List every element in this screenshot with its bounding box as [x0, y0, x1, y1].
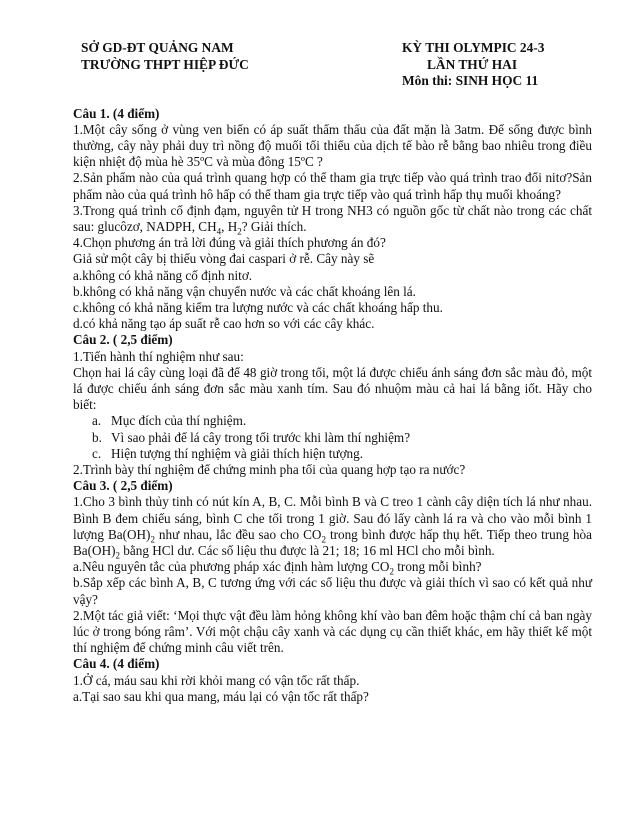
- question-1-part-2: 2.Sản phẩm nào của quá trình quang hợp có thể tham gia trực tiếp vào quá trình trao đổi nitơ?Sản phẩm nào của quá trình hô hấp có thể tham gia trực tiếp vào quá trình hấp thụ muối khoáng?: [73, 170, 592, 202]
- subscript: 2: [321, 534, 326, 545]
- subscript: 4: [216, 226, 222, 237]
- question-4-part-1a: a.Tại sao sau khi qua mang, máu lại có vận tốc rất thấp?: [73, 688, 369, 704]
- text-run: như nhau, lắc đều sao cho CO: [154, 526, 322, 542]
- exam-header: [73, 40, 592, 90]
- option-a: a.không có khả năng cố định nitơ.: [73, 267, 253, 283]
- option-d: d.có khả năng tạo áp suất rễ cao hơn so với các cây khác.: [73, 316, 375, 332]
- question-4: [73, 656, 592, 705]
- question-4-title: Câu 4. (4 điểm): [73, 656, 160, 672]
- list-item: [92, 413, 592, 429]
- question-3-part-1: [73, 494, 592, 559]
- text-run: a.Nêu nguyên tắc của phương pháp xác định hàm lượng CO: [73, 559, 390, 575]
- list-marker: a.: [92, 413, 102, 429]
- text-run: ? Giải thích.: [241, 218, 307, 234]
- question-1-part-3: [73, 203, 592, 235]
- option-b: b.không có khả năng vận chuyển nước và các chất khoáng lên lá.: [73, 283, 416, 299]
- question-1: [73, 106, 592, 333]
- subscript: 2: [150, 534, 155, 545]
- question-3-part-1b: b.Sắp xếp các bình A, B, C tương ứng với các số liệu thu được và giải thích vì sao có kết quả như vậy?: [73, 575, 592, 607]
- question-3-title: Câu 3. ( 2,5 điểm): [73, 478, 173, 494]
- list-text: Hiện tượng thí nghiệm và giải thích hiện tượng.: [111, 445, 364, 461]
- question-1-title: Câu 1. (4 điểm): [73, 105, 160, 121]
- text-run: 1.Cho 3 bình thủy tinh có nút kín A, B, C. Mỗi bình B và C treo 1 cành cây diện tích lá như nhau. Bình B đem chiếu sáng, bình C che tối trong 1 giờ. Sau đó lấy cành lá ra và cho vào mỗi bình 1 lượng Ba(OH): [73, 494, 592, 542]
- school-block: [73, 40, 249, 90]
- option-c: c.không có khả năng kiểm tra lượng nước và các chất khoáng hấp thu.: [73, 299, 443, 315]
- text-run: trong mỗi bình?: [393, 559, 482, 575]
- text-run: 3.Trong quá trình cố định đạm, nguyên tử H trong NH3 có nguồn gốc từ chất nào trong các chất sau: glucôzơ, NADPH, CH: [73, 202, 592, 234]
- question-4-part-1: 1.Ở cá, máu sau khi rời khỏi mang có vận tốc rất thấp.: [73, 672, 360, 688]
- list-text: Vì sao phải để lá cây trong tối trước khi làm thí nghiệm?: [111, 429, 411, 445]
- question-3-part-1a: [73, 559, 592, 575]
- question-3-part-2: 2.Một tác giả viết: ‘Mọi thực vật đều làm hỏng không khí vào ban đêm hoặc thậm chí cả ban ngày lúc ở trong bóng râm’. Với một chậu cây xanh và các dụng cụ cần thiết khác, em hãy thiết kế một thí nghiệm để chứng minh câu viết trên.: [73, 607, 592, 656]
- question-1-part-4: 4.Chọn phương án trả lời đúng và giải thích phương án đó?: [73, 235, 386, 251]
- question-2-part-1: 1.Tiến hành thí nghiệm như sau:: [73, 348, 244, 364]
- school-name: TRƯỜNG THPT HIỆP ĐỨC: [81, 56, 249, 72]
- exam-info-block: [402, 40, 592, 90]
- question-2-title: Câu 2. ( 2,5 điểm): [73, 332, 173, 348]
- question-2-part-2: 2.Trình bày thí nghiệm để chứng minh pha tối của quang hợp tạo ra nước?: [73, 461, 466, 477]
- list-marker: b.: [92, 429, 102, 445]
- question-3: [73, 478, 592, 656]
- question-2-list: [73, 413, 592, 462]
- text-run: bằng HCl dư. Các số liệu thu được là 21; 18; 16 ml HCl cho mỗi bình.: [119, 542, 495, 558]
- question-2-setup: Chọn hai lá cây cùng loại đã để 48 giờ trong tối, một lá được chiếu ánh sáng đơn sắc màu đỏ, một lá được chiếu ánh sáng đơn sắc màu xanh tím. Sau đó nhuộm màu cả hai lá bằng iốt. Hãy cho biết:: [73, 364, 592, 413]
- exam-name: KỲ THI OLYMPIC 24-3: [402, 40, 545, 55]
- department-name: SỞ GD-ĐT QUẢNG NAM: [81, 40, 234, 55]
- subscript: 2: [389, 566, 394, 577]
- list-item: [92, 430, 592, 446]
- list-text: Mục đích của thí nghiệm.: [111, 413, 247, 429]
- text-run: trong bình được hấp thụ hết. Tiếp theo trung hòa Ba(OH): [73, 526, 592, 558]
- question-2: [73, 332, 592, 478]
- text-run: , H: [221, 218, 238, 234]
- exam-subject: Môn thi: SINH HỌC 11: [402, 73, 539, 88]
- subscript: 2: [115, 550, 120, 561]
- question-1-part-4-stem: Giả sử một cây bị thiếu vòng đai caspari ở rễ. Cây này sẽ: [73, 251, 375, 267]
- list-item: [92, 446, 592, 462]
- list-marker: c.: [92, 445, 102, 461]
- subscript: 2: [237, 226, 242, 237]
- exam-round: LẦN THỨ HAI: [427, 56, 518, 72]
- question-1-part-1: 1.Một cây sống ở vùng ven biển có áp suất thẩm thấu của đất mặn là 3atm. Để sống được bình thường, cây này phải duy trì nồng độ muối tối thiểu của dịch tế bào rễ bằng bao nhiêu trong điều kiện nhiệt độ mùa hè 35ºC và mùa đông 15ºC ?: [73, 121, 592, 170]
